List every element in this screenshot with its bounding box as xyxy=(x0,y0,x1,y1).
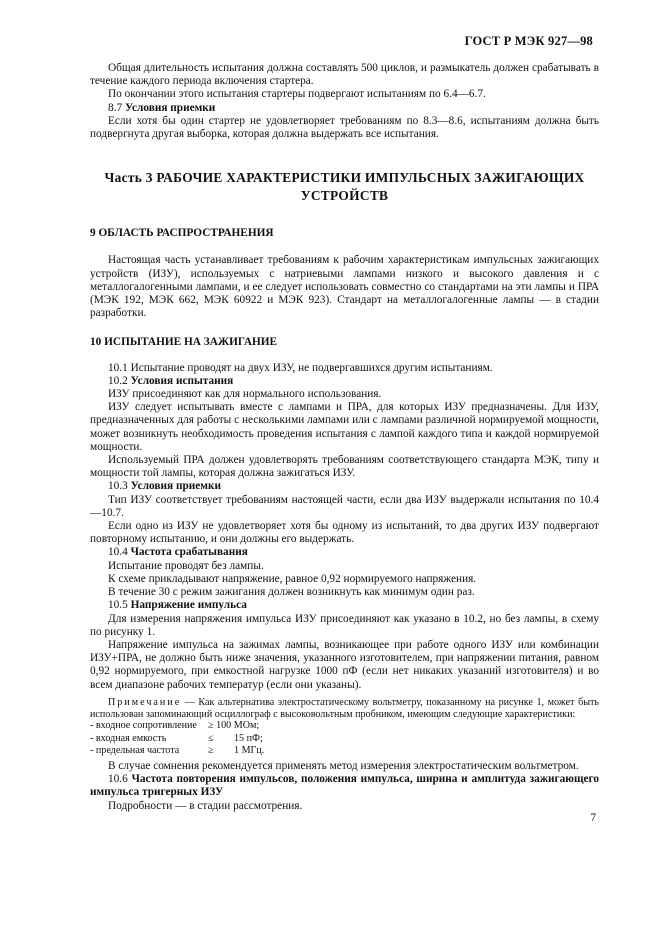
paragraph: ИЗУ следует испытывать вместе с лампами и ПРА, для которых ИЗУ предназначены. Для ИЗУ, предназначенных для работы с несколькими лампами или с лампами различной нормируемой мощности, может возникнуть необходимость проведения испытания с лампой каждого типа и каждой нормируемой мощности. xyxy=(90,401,599,453)
note xyxy=(90,697,599,721)
paragraph: Подробности — в стадии рассмотрения. xyxy=(108,799,303,812)
item-op: ≥ xyxy=(208,720,214,732)
subsection-number: 10.6 xyxy=(108,773,128,786)
subsection-heading xyxy=(90,375,599,388)
subsection-title: Частота срабатывания xyxy=(130,546,248,559)
paragraph: Используемый ПРА должен удовлетворять требованиям соответствующего стандарта МЭК, типу и мощности той лампы, которая должна зажигаться ИЗУ. xyxy=(90,454,599,480)
paragraph: Тип ИЗУ соответствует требованиям настоящей части, если два ИЗУ выдержали испытания по 10.4—10.7. xyxy=(90,493,599,519)
item-label: - входная емкость xyxy=(90,732,167,744)
standard-header: ГОСТ Р МЭК 927—98 xyxy=(464,34,593,48)
note-list-item xyxy=(90,733,599,745)
subsection-heading xyxy=(90,773,599,799)
paragraph: Общая длительность испытания должна составлять 500 циклов, и размыкатель должен срабатывать в течение каждого периода включения стартера. xyxy=(90,62,599,88)
paragraph: Испытание проводят без лампы. xyxy=(108,559,264,572)
item-label: - предельная частота xyxy=(90,744,180,756)
paragraph: По окончании этого испытания стартеры подвергают испытаниям по 6.4—6.7. xyxy=(108,88,486,101)
paragraph: Настоящая часть устанавливает требованиям к рабочим характеристикам импульсных зажигающих устройств (ИЗУ), используемых с натриевыми лампами низкого и высокого давления и с металлогалогенными лампами, и ее следует использовать совместно со стандартами на эти лампы и ПРА (МЭК 192, МЭК 662, МЭК 60922 и МЭК 923). Стандарт на металлогалогенные лампы — в стадии разработки. xyxy=(90,254,599,320)
page-content xyxy=(90,62,599,813)
item-value: 1 МГц. xyxy=(234,744,265,756)
subsection-title: Условия испытания xyxy=(130,374,234,387)
section-title: 9 ОБЛАСТЬ РАСПРОСТРАНЕНИЯ xyxy=(90,227,274,240)
paragraph: Если одно из ИЗУ не удовлетворяет хотя бы одному из испытаний, то два других ИЗУ подвергают повторному испытанию, и они должны его выдержать. xyxy=(90,520,599,546)
paragraph: ИЗУ присоединяют как для нормального использования. xyxy=(108,388,382,401)
subsection-title: Условия приемки xyxy=(130,480,221,493)
subsection-heading xyxy=(90,102,599,115)
subsection-number: 10.4 xyxy=(108,546,128,559)
paragraph: Для измерения напряжения импульса ИЗУ присоединяют как указано в 10.2, но без лампы, в схему по рисунку 1. xyxy=(90,612,599,638)
paragraph: В течение 30 с режим зажигания должен возникнуть как минимум один раз. xyxy=(108,586,475,599)
paragraph: К схеме прикладывают напряжение, равное 0,92 нормируемого напряжения. xyxy=(108,572,477,585)
paragraph: Напряжение импульса на зажимах лампы, возникающее при работе одного ИЗУ или комбинации ИЗУ+ПРА, не должно быть ниже значения, указанного изготовителем, при напряжении питания, равном 0,92 нормируемого, при емкостной нагрузке 1000 пФ (если нет никаких указаний изготовителя) и во всем диапазоне рабочих температур (если они указаны). xyxy=(90,638,599,691)
subsection-heading xyxy=(90,546,599,559)
paragraph: 10.1 Испытание проводят на двух ИЗУ, не подвергавшихся другим испытаниям. xyxy=(108,361,493,374)
item-value: 100 МОм; xyxy=(216,720,260,732)
note-list-item xyxy=(90,745,599,757)
paragraph: Если хотя бы один стартер не удовлетворяет требованиям по 8.3—8.6, испытаниям должна быть подвергнута другая выборка, которая должна выдержать все испытания. xyxy=(90,114,599,141)
note-label: Примечание xyxy=(108,696,182,708)
item-op: ≤ xyxy=(208,732,214,744)
subsection-number: 8.7 xyxy=(108,101,123,114)
subsection-heading xyxy=(90,599,599,612)
subsection-title: Частота повторения импульсов, положения импульса, ширина и амплитуда зажигающего импульса тригерных ИЗУ xyxy=(90,773,599,799)
subsection-title: Напряжение импульса xyxy=(130,599,247,612)
note-text xyxy=(90,697,599,721)
section-title: 10 ИСПЫТАНИЕ НА ЗАЖИГАНИЕ xyxy=(90,336,278,349)
subsection-title: Условия приемки xyxy=(124,101,216,114)
paragraph: В случае сомнения рекомендуется применять метод измерения электростатическим вольтметром. xyxy=(108,759,579,772)
item-label: - входное сопротивление xyxy=(90,720,197,732)
item-value: 15 пФ; xyxy=(234,732,263,744)
part-title: Часть 3 РАБОЧИЕ ХАРАКТЕРИСТИКИ ИМПУЛЬСНЫХ ЗАЖИГАЮЩИХ УСТРОЙСТВ xyxy=(104,170,585,204)
subsection-number: 10.3 xyxy=(108,480,128,493)
page-number: 7 xyxy=(590,812,596,824)
note-body: — Как альтернатива электростатическому вольтметру, показанному на рисунке 1, может быть использован запоминающий осциллограф с высоковольтным пробником, имеющим следующие характеристики: xyxy=(90,696,599,720)
item-op: ≥ xyxy=(208,744,214,756)
note-list-item xyxy=(90,720,599,732)
note-list xyxy=(90,720,599,757)
subsection-number: 10.2 xyxy=(108,374,128,387)
subsection-number: 10.5 xyxy=(108,599,128,612)
subsection-heading xyxy=(90,480,599,493)
